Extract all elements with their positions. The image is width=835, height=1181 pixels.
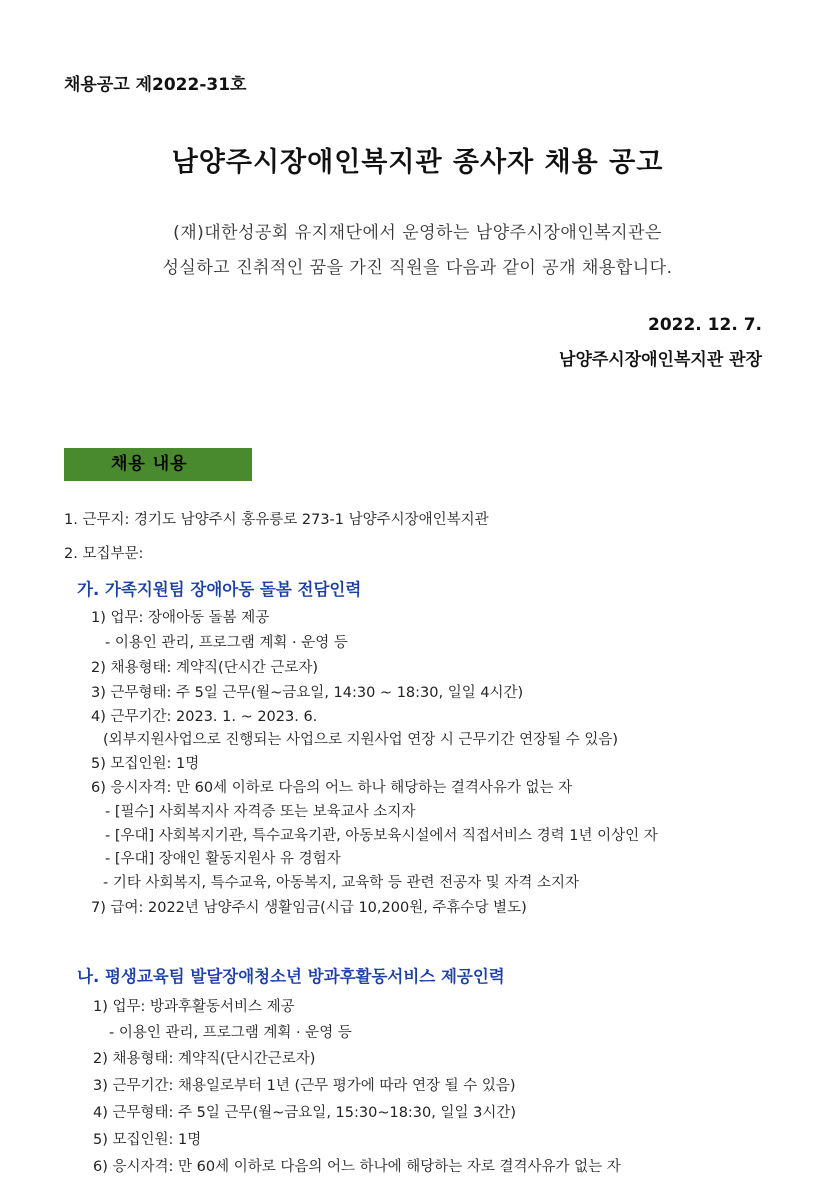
detail-line: - [필수] 사회복지사 자격증 또는 보육교사 소지자: [105, 804, 416, 820]
detail-line: (외부지원사업으로 진행되는 사업으로 지원사업 연장 시 근무기간 연장될 수 있음): [103, 732, 619, 748]
detail-line: - 이용인 관리, 프로그램 계획 · 운영 등: [105, 635, 348, 651]
position-heading: 가. 가족지원팀 장애아동 돌봄 전담인력: [77, 580, 362, 599]
detail-line: - [우대] 사회복지기관, 특수교육기관, 아동보육시설에서 직접서비스 경력 1년 이상인 자: [105, 828, 658, 844]
issuer-signature: 남양주시장애인복지관 관장: [559, 350, 762, 370]
section-header: 채용 내용: [64, 448, 252, 481]
detail-line: - 기타 사회복지, 특수교육, 아동복지, 교육학 등 관련 전공자 및 자격 소지자: [103, 875, 579, 891]
intro-line: 성실하고 진취적인 꿈을 가진 직원을 다음과 같이 공개 채용합니다.: [162, 258, 673, 278]
page-title: 남양주시장애인복지관 종사자 채용 공고: [171, 147, 664, 178]
detail-line: - 이용인 관리, 프로그램 계획 · 운영 등: [109, 1025, 352, 1041]
detail-line: 5) 모집인원: 1명: [91, 756, 200, 772]
workplace-line: 1. 근무지: 경기도 남양주시 홍유릉로 273-1 남양주시장애인복지관: [64, 512, 489, 528]
detail-line: 3) 근무기간: 채용일로부터 1년 (근무 평가에 따라 연장 될 수 있음): [93, 1078, 516, 1094]
detail-line: 6) 응시자격: 만 60세 이하로 다음의 어느 하나에 해당하는 자로 결격사유가 없는 자: [93, 1159, 621, 1175]
detail-line: 6) 응시자격: 만 60세 이하로 다음의 어느 하나 해당하는 결격사유가 없는 자: [91, 780, 573, 796]
notice-number: 채용공고 제2022-31호: [64, 75, 247, 95]
detail-line: 4) 근무형태: 주 5일 근무(월~금요일, 15:30~18:30, 일일 3시간): [93, 1105, 516, 1121]
position-heading: 나. 평생교육팀 발달장애청소년 방과후활동서비스 제공인력: [77, 967, 505, 986]
detail-line: 1) 업무: 방과후활동서비스 제공: [93, 999, 295, 1015]
detail-line: 1) 업무: 장애아동 돌봄 제공: [91, 610, 270, 626]
intro-line: (재)대한성공회 유지재단에서 운영하는 남양주시장애인복지관은: [173, 223, 662, 243]
detail-line: 4) 근무기간: 2023. 1. ~ 2023. 6.: [91, 709, 318, 725]
detail-line: 3) 근무형태: 주 5일 근무(월~금요일, 14:30 ~ 18:30, 일일 4시간): [91, 685, 524, 701]
detail-line: 2) 채용형태: 계약직(단시간근로자): [93, 1051, 316, 1067]
detail-line: - [우대] 장애인 활동지원사 유 경험자: [105, 851, 341, 867]
recruit-dept-line: 2. 모집부문:: [64, 546, 144, 562]
issue-date: 2022. 12. 7.: [647, 315, 762, 335]
detail-line: 2) 채용형태: 계약직(단시간 근로자): [91, 660, 318, 676]
detail-line: 5) 모집인원: 1명: [93, 1132, 202, 1148]
detail-line: 7) 급여: 2022년 남양주시 생활임금(시급 10,200원, 주휴수당 별도): [91, 900, 527, 916]
